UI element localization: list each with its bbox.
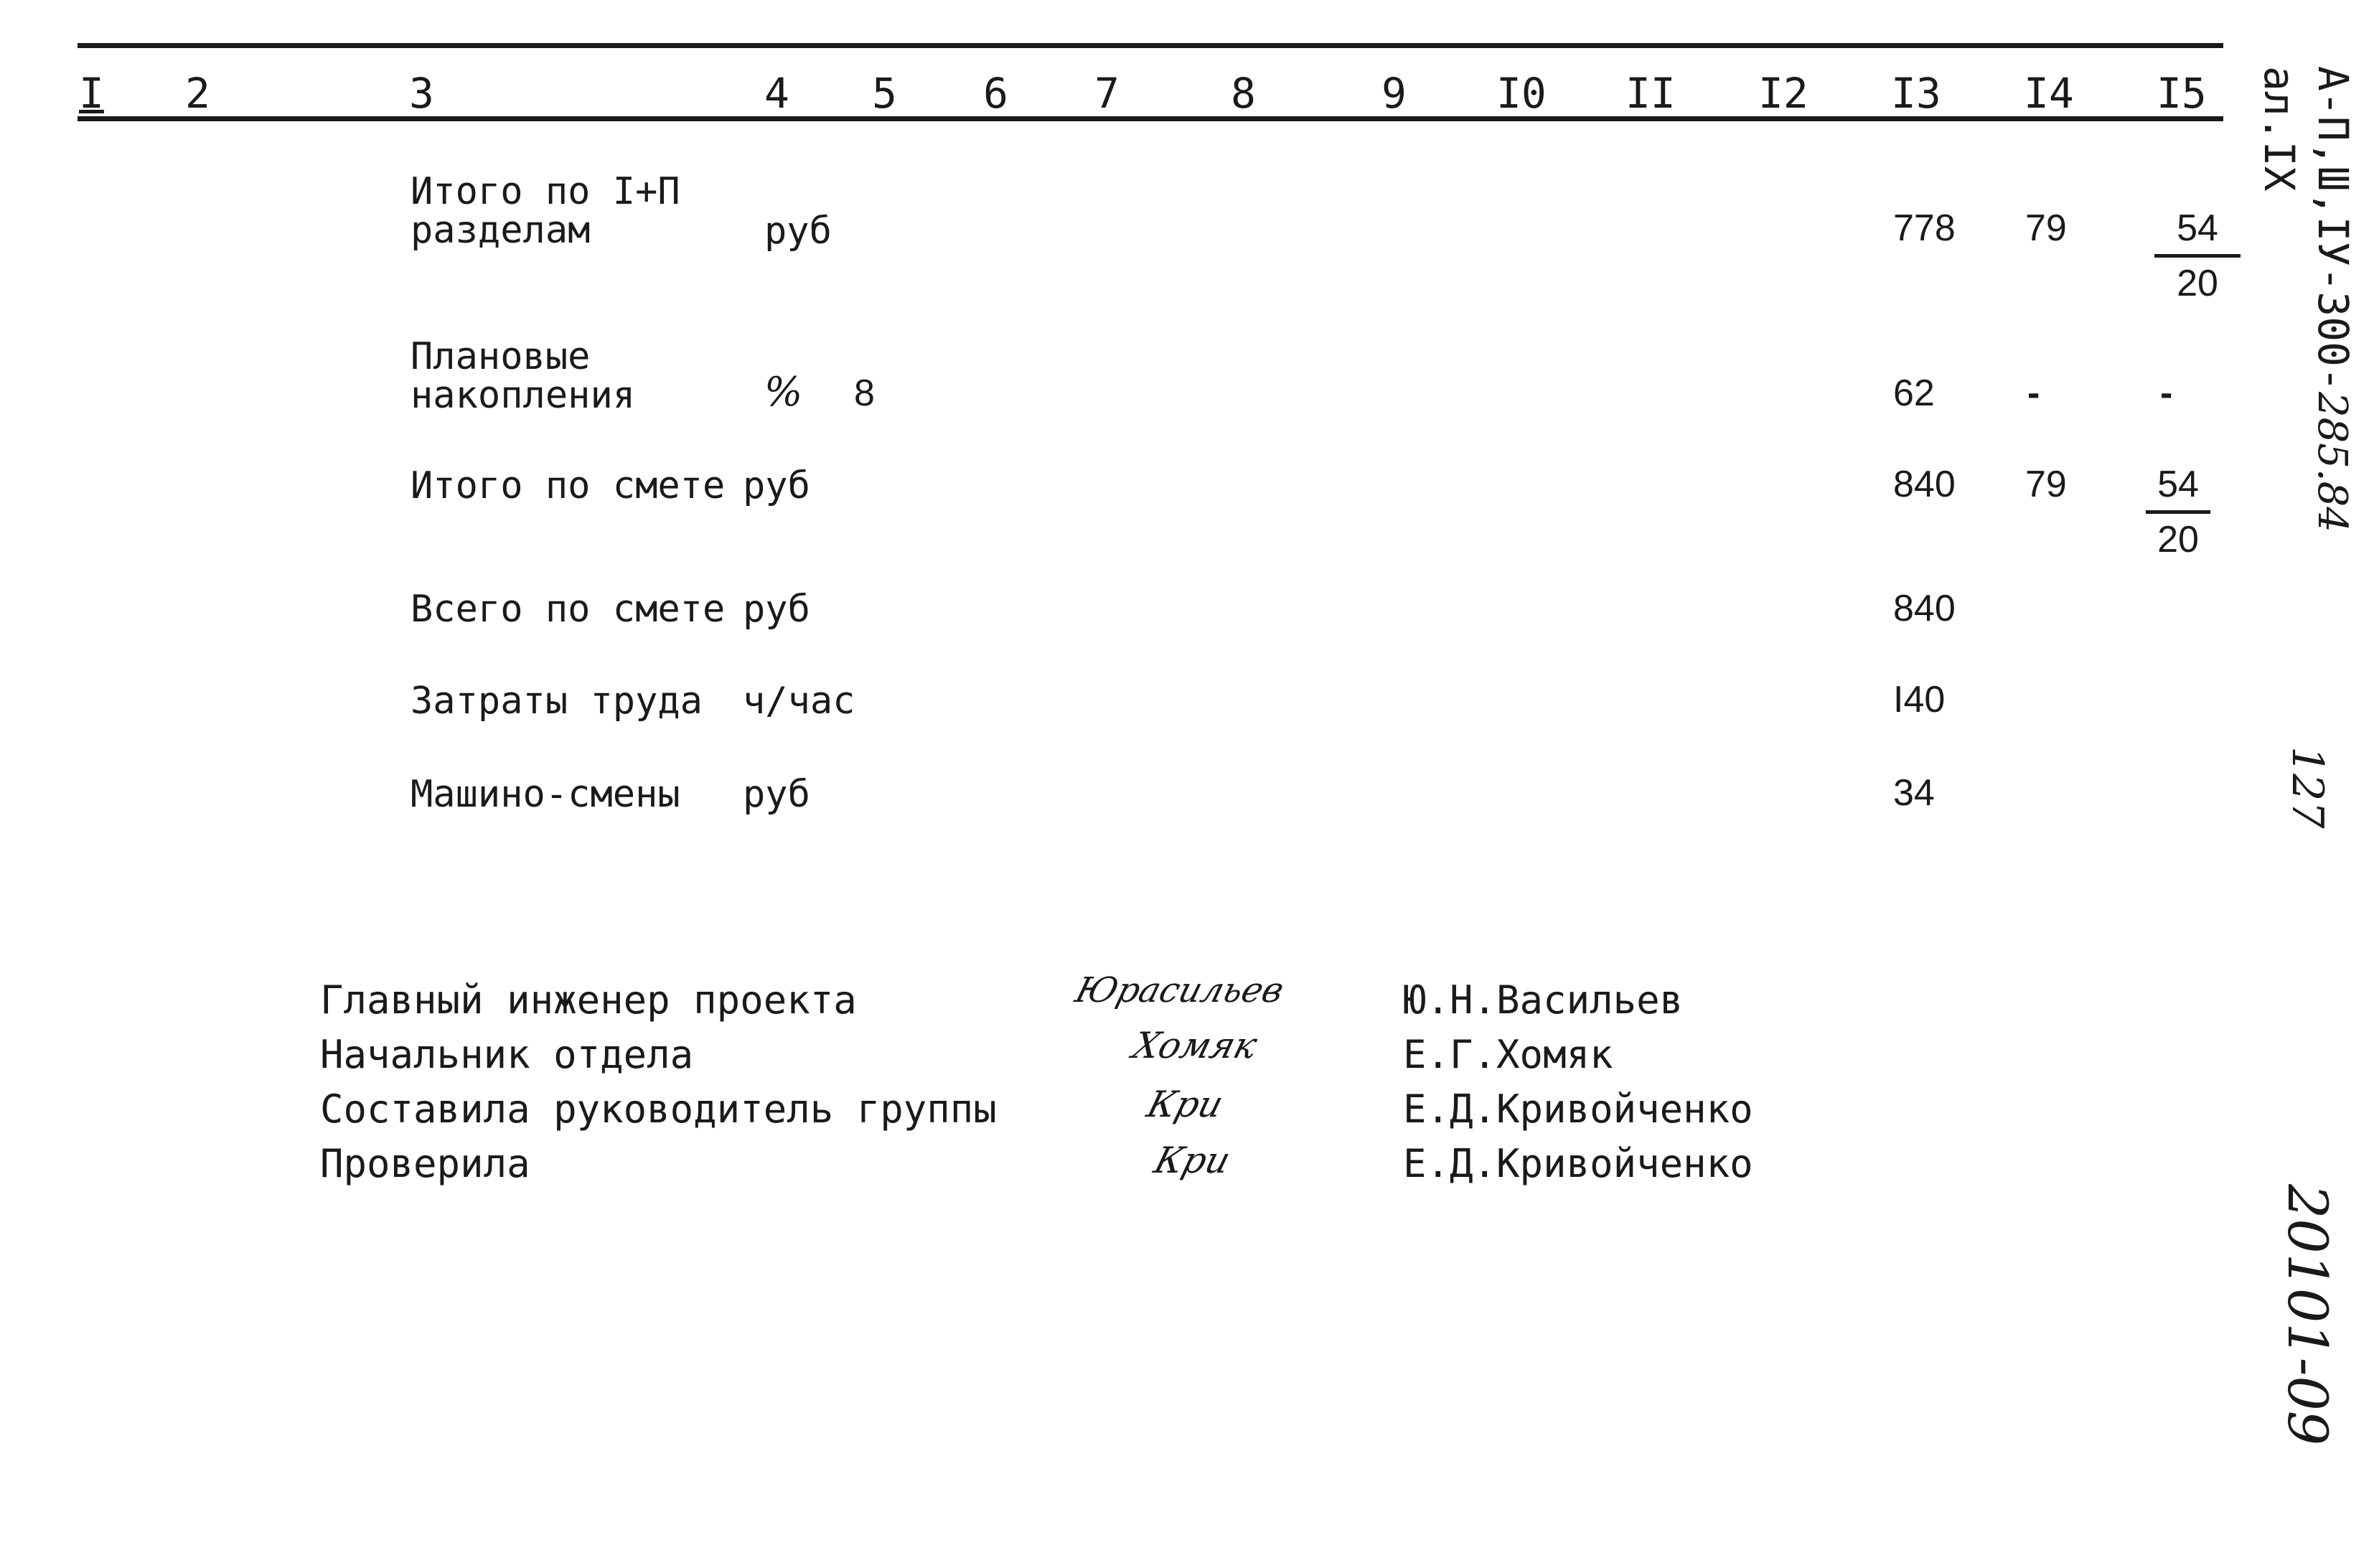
row-col15-value: - (2160, 372, 2173, 414)
row-unit: руб (764, 210, 832, 253)
signature-name: Е.Д.Кривойченко (1403, 1086, 1753, 1132)
row-col14-value: 79 (2025, 464, 2067, 505)
row-col13-value: 62 (1893, 372, 1935, 414)
row-label-line2: разделам (410, 209, 591, 252)
row-col15-fraction (2146, 463, 2210, 561)
column-header-13: I3 (1891, 69, 1941, 118)
row-unit: руб (743, 588, 810, 631)
signature-role: Главный инженер проекта (320, 977, 857, 1023)
fraction-denominator: 20 (2177, 263, 2218, 304)
document-code-handwritten: 285.84 (2309, 391, 2355, 532)
row-col13-value: 840 (1893, 588, 1956, 629)
column-header-12: I2 (1758, 69, 1808, 118)
row-unit: руб (743, 773, 810, 816)
top-rule (78, 43, 2223, 48)
row-label-grand-total: Всего по смете (410, 588, 726, 631)
row-label-total-sections (410, 172, 680, 250)
row-label-machine-shifts: Машино-смены (410, 773, 680, 816)
page-number-vertical (2282, 746, 2332, 829)
row-col14-value: 79 (2025, 207, 2067, 249)
column-header-14: I4 (2024, 69, 2074, 118)
column-header-10: I0 (1496, 69, 1547, 118)
signature-role: Проверила (320, 1141, 530, 1186)
column-header-2: 2 (185, 69, 210, 118)
fraction-denominator: 20 (2157, 519, 2199, 560)
archive-number: 20101-09 (2276, 1184, 2340, 1446)
column-header-1: I (79, 69, 104, 118)
row-col13-value: 778 (1893, 207, 1956, 249)
row-col14-value: - (2027, 372, 2040, 414)
row-col13-value: 34 (1893, 772, 1935, 814)
row-label-labor-costs: Затраты труда (410, 680, 703, 723)
document-code-line1: А-П,Ш,IУ-300- (2309, 66, 2357, 392)
handwritten-signature: Юрасильев (1071, 970, 1288, 1010)
document-code-vertical (2309, 66, 2357, 532)
column-header-7: 7 (1094, 69, 1120, 118)
column-header-3: 3 (409, 69, 434, 118)
row-col13-value: 840 (1893, 464, 1956, 505)
row-label-line1: Итого по I+П (410, 170, 680, 213)
row-label-planned-savings (410, 337, 635, 415)
document-code-line2: ал.IX (2255, 66, 2304, 192)
row-col13-value: I40 (1893, 679, 1946, 720)
column-header-8: 8 (1231, 69, 1256, 118)
handwritten-signature: Кри (1150, 1140, 1235, 1181)
column-header-15: I5 (2157, 69, 2207, 118)
fraction-numerator: 54 (2146, 463, 2210, 514)
signature-name: Е.Г.Хомяк (1403, 1032, 1613, 1077)
fraction-numerator: 54 (2154, 207, 2241, 258)
page-number: 127 (2282, 746, 2332, 829)
row-rate-value: 8 (854, 372, 875, 414)
signature-name: Е.Д.Кривойченко (1403, 1141, 1753, 1186)
column-header-4: 4 (764, 69, 789, 118)
row-col15-fraction (2154, 207, 2241, 305)
column-header-6: 6 (983, 69, 1008, 118)
signature-name: Ю.Н.Васильев (1403, 977, 1684, 1023)
row-label-line1: Плановые (410, 335, 591, 378)
row-unit: ч/час (743, 680, 855, 723)
signature-role: Начальник отдела (320, 1032, 694, 1077)
row-label-total-estimate: Итого по смете (410, 464, 726, 507)
archive-number-vertical (2276, 1184, 2340, 1445)
signature-role: Составила руководитель группы (320, 1086, 997, 1132)
row-unit: руб (743, 464, 810, 507)
document-code-line2-vertical (2255, 66, 2304, 192)
column-header-9: 9 (1381, 69, 1407, 118)
column-header-11: II (1625, 69, 1676, 118)
handwritten-signature: Хомяк (1128, 1025, 1262, 1066)
handwritten-signature: Кри (1143, 1084, 1228, 1125)
column-header-5: 5 (872, 69, 897, 118)
row-label-line2: накопления (410, 374, 636, 417)
row-unit: % (764, 369, 803, 416)
